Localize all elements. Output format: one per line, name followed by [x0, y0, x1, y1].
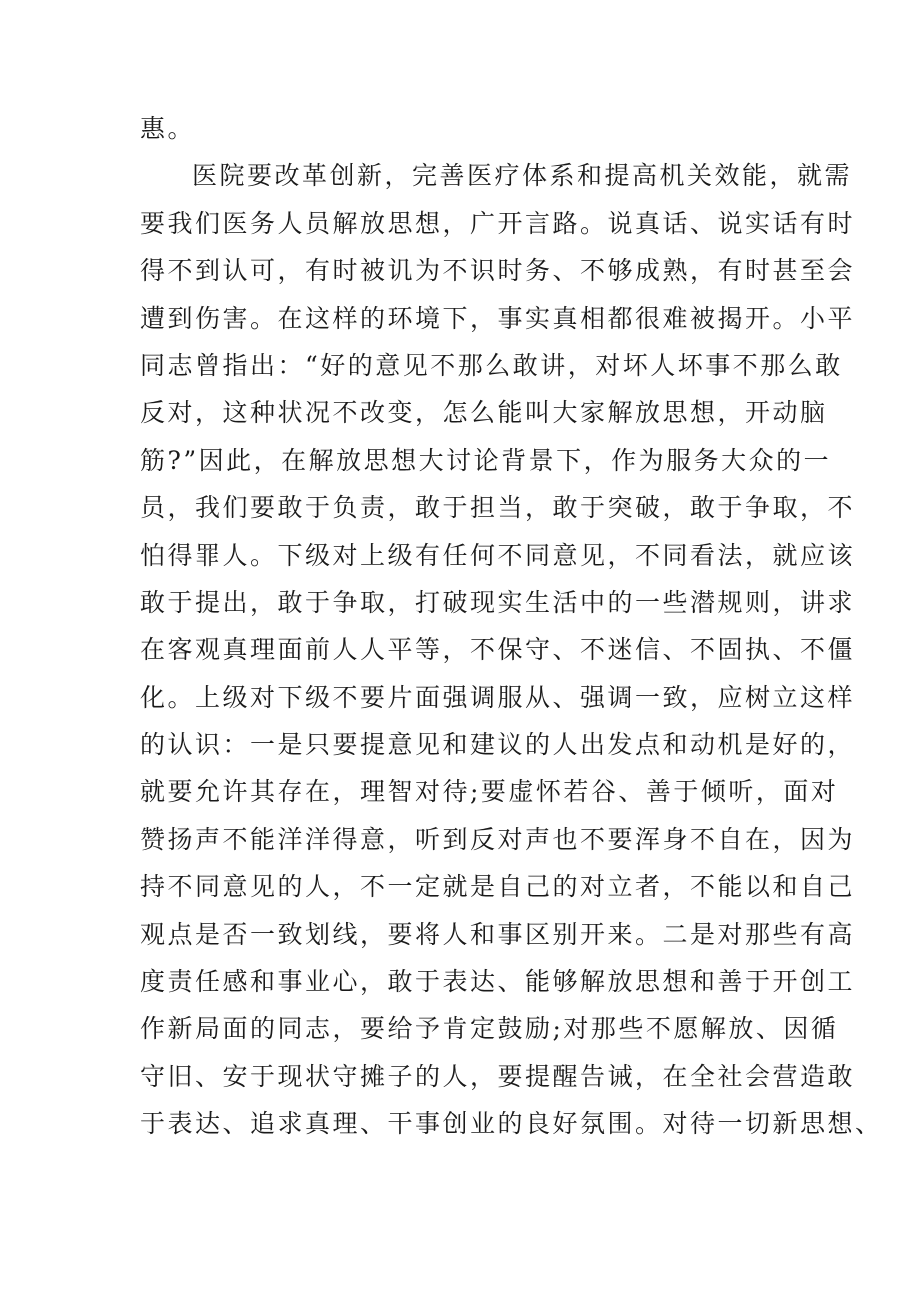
text-line: 遭到伤害。在这样的环境下，事实真相都很难被揭开。小平 [140, 303, 856, 333]
text-line: 持不同意见的人，不一定就是自己的对立者，不能以和自己 [140, 872, 856, 902]
text-line: 守旧、安于现状守摊子的人，要提醒告诫，在全社会营造敢 [140, 1061, 856, 1091]
text-line: 的认识：一是只要提意见和建议的人出发点和动机是好的， [140, 730, 856, 760]
text-line: 度责任感和事业心，敢于表达、能够解放思想和善于开创工 [140, 967, 856, 997]
text-line: 反对，这种状况不改变，怎么能叫大家解放思想，开动脑 [140, 398, 828, 428]
text-line: 作新局面的同志，要给予肯定鼓励;对那些不愿解放、因循 [140, 1014, 839, 1044]
text-line: 于表达、追求真理、干事创业的良好氛围。对待一切新思想、 [140, 1109, 883, 1139]
text-line: 要我们医务人员解放思想，广开言路。说真话、说实话有时 [140, 208, 856, 238]
text-line: 惠。 [140, 114, 196, 143]
body-text [140, 105, 883, 1148]
text-line: 同志曾指出：“好的意见不那么敢讲，对坏人坏事不那么敢 [140, 350, 843, 380]
text-line: 就要允许其存在，理智对待;要虚怀若谷、善于倾听，面对 [140, 777, 839, 807]
text-line: 筋?”因此，在解放思想大讨论背景下，作为服务大众的一 [140, 445, 832, 475]
text-line: 怕得罪人。下级对上级有任何不同意见，不同看法，就应该 [140, 540, 856, 570]
text-line: 得不到认可，有时被讥为不识时务、不够成熟，有时甚至会 [140, 256, 856, 286]
text-line: 观点是否一致划线，要将人和事区别开来。二是对那些有高 [140, 919, 856, 949]
text-line: 员，我们要敢于负责，敢于担当，敢于突破，敢于争取，不 [140, 493, 856, 523]
paragraph-start-line: 医院要改革创新，完善医疗体系和提高机关效能，就需 [192, 161, 853, 191]
text-line: 赞扬声不能洋洋得意，听到反对声也不要浑身不自在，因为 [140, 824, 856, 854]
text-line: 敢于提出，敢于争取，打破现实生活中的一些潜规则，讲求 [140, 587, 856, 617]
text-line: 化。上级对下级不要片面强调服从、强调一致，应树立这样 [140, 682, 856, 712]
text-line: 在客观真理面前人人平等，不保守、不迷信、不固执、不僵 [140, 635, 856, 665]
